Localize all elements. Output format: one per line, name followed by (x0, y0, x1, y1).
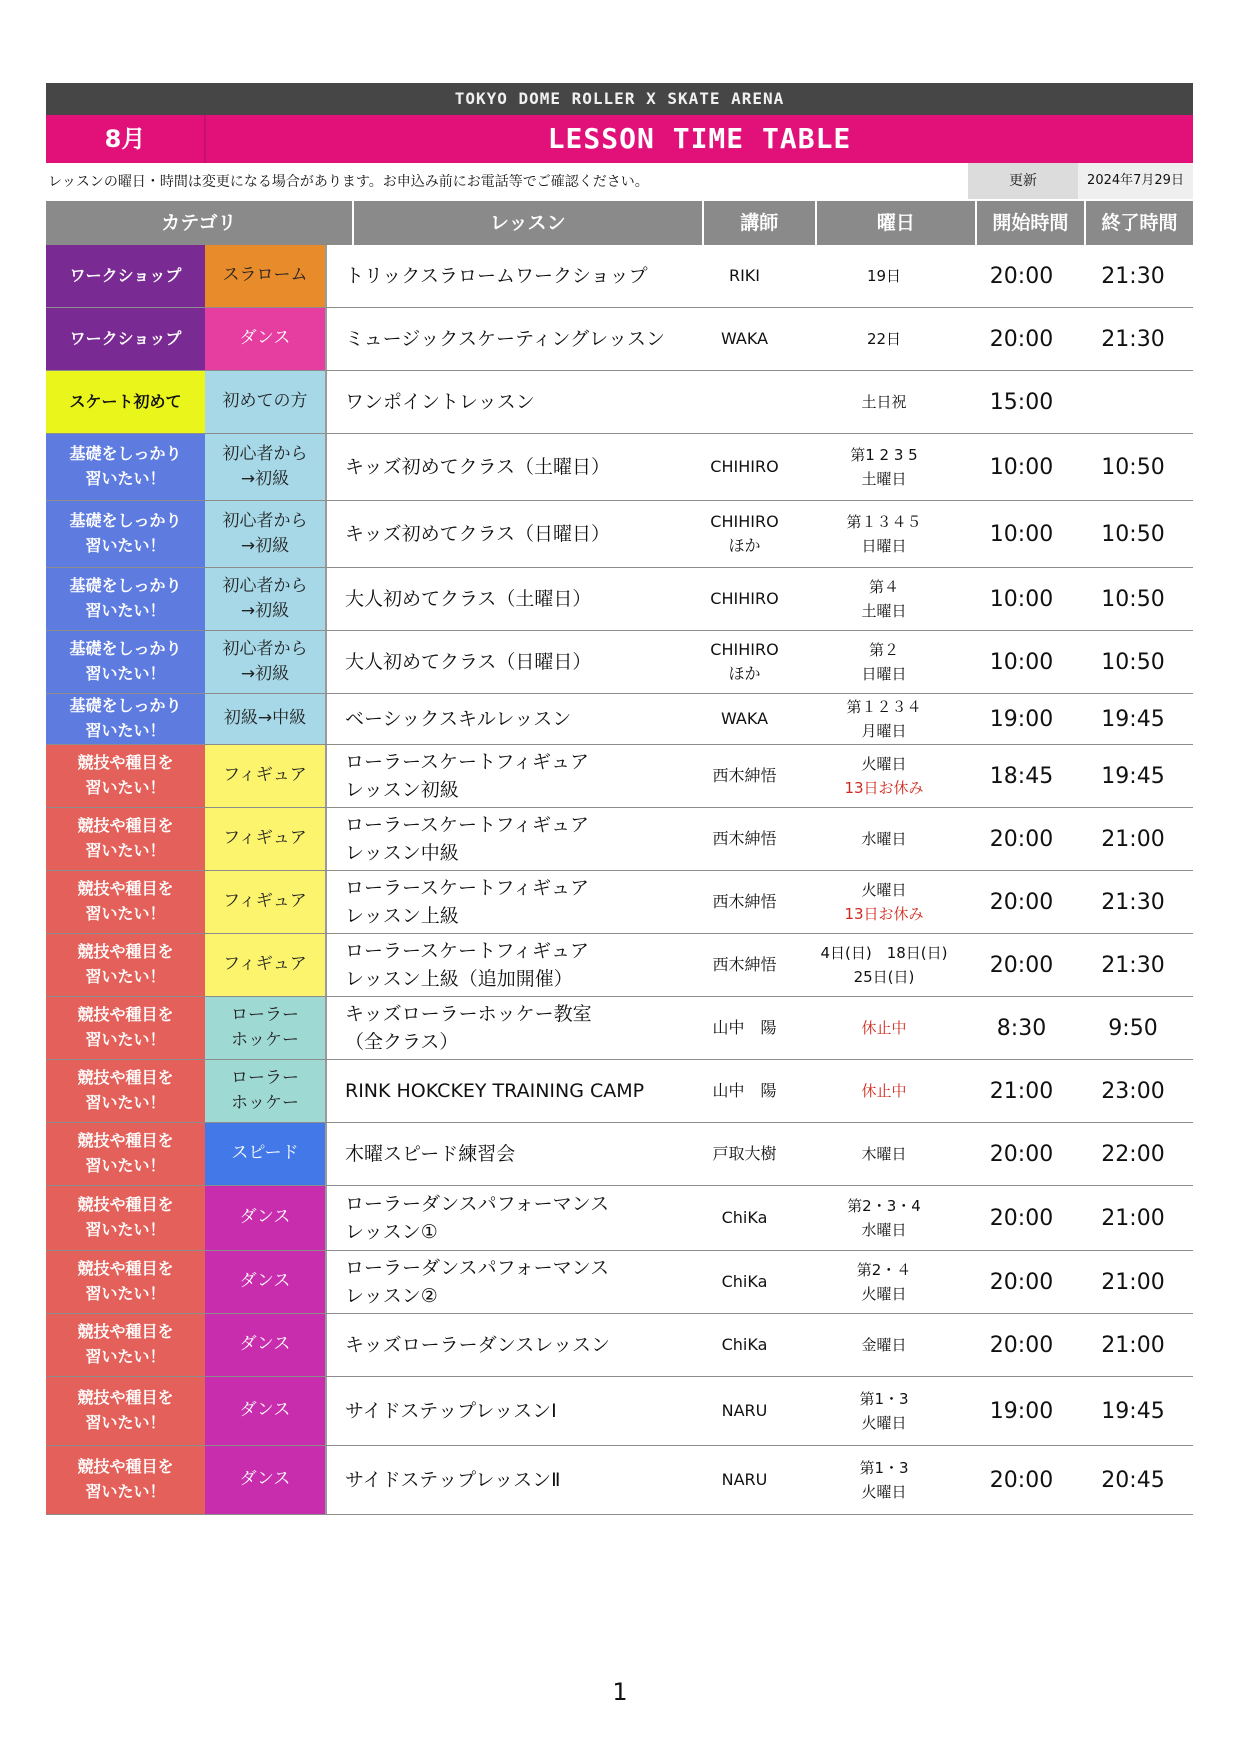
month-label: 8月 (46, 115, 206, 163)
category-sub-label: 初心者から →初級 (222, 575, 308, 621)
category-main (46, 434, 205, 500)
end-time: 20:45 (1101, 1467, 1165, 1493)
day-text: 第１２３４ 月曜日 (846, 698, 922, 740)
day-cell (802, 1186, 966, 1250)
instructor (687, 745, 802, 807)
table-row (46, 1251, 1193, 1314)
category-main (46, 1123, 205, 1185)
table-row (46, 694, 1193, 745)
category-sub (205, 1314, 325, 1376)
day-text: 第２ 日曜日 (861, 641, 907, 683)
lesson-name-label: ミュージックスケーティングレッスン (345, 327, 665, 350)
end-time: 21:30 (1101, 326, 1165, 352)
category-sub (205, 808, 325, 870)
category-main (46, 997, 205, 1059)
category-main-label: スケート初めて (69, 391, 182, 411)
day-cell (802, 501, 966, 567)
day-text: 土日祝 (861, 393, 907, 411)
instructor-label: CHIHIRO (710, 457, 779, 476)
page-number: 1 (612, 1678, 628, 1706)
instructor (687, 371, 802, 433)
start-time: 15:00 (989, 389, 1054, 415)
day-text: 第１３４５ 日曜日 (846, 513, 922, 555)
lesson-name (325, 1314, 687, 1376)
instructor (687, 1186, 802, 1250)
category-sub-label: フィギュア (223, 828, 307, 849)
category-sub (205, 871, 325, 933)
instructor (687, 1123, 802, 1185)
day-text: 4日(日) 18日(日) 25日(日) (820, 944, 948, 986)
brand-bar: TOKYO DOME ROLLER X SKATE ARENA (46, 83, 1193, 115)
instructor (687, 1314, 802, 1376)
category-sub-label: 初めての方 (222, 391, 308, 412)
update-date: 2024年7月29日 (1078, 163, 1193, 199)
category-main-label: 基礎をしっかり 習いたい！ (69, 444, 182, 488)
day-text: 第2・４ 火曜日 (856, 1261, 912, 1303)
category-sub (205, 308, 325, 370)
lesson-name (325, 745, 687, 807)
category-sub-label: ローラー ホッケー (231, 1067, 299, 1113)
instructor-label: CHIHIRO ほか (710, 512, 779, 555)
table-row (46, 745, 1193, 808)
lesson-name-label: 大人初めてクラス（日曜日） (345, 650, 592, 673)
table-row (46, 871, 1193, 934)
day-cell (802, 245, 966, 307)
lesson-name-label: ローラースケートフィギュア レッスン上級（追加開催） (345, 939, 589, 990)
category-main-label: 競技や種目を 習いたい！ (77, 1388, 174, 1432)
lesson-name (325, 871, 687, 933)
category-sub-label: ダンス (239, 1400, 291, 1421)
start-time: 20:00 (989, 1141, 1054, 1167)
instructor-label: RIKI (728, 266, 761, 285)
lesson-name (325, 568, 687, 630)
day-cell (802, 934, 966, 996)
category-sub (205, 694, 325, 744)
end-time: 10:50 (1101, 521, 1165, 547)
col-header-end: 終了時間 (1101, 212, 1178, 234)
table-row (46, 245, 1193, 308)
lesson-name (325, 1186, 687, 1250)
day-cell (802, 1251, 966, 1313)
day-text: 金曜日 (861, 1336, 907, 1354)
category-sub-label: ダンス (239, 1334, 291, 1355)
day-cell (802, 1446, 966, 1514)
start-time: 20:00 (989, 1205, 1054, 1231)
instructor-label: NARU (721, 1470, 768, 1489)
instructor-label: WAKA (720, 329, 769, 348)
category-main (46, 1060, 205, 1122)
category-sub (205, 631, 325, 693)
table-row (46, 808, 1193, 871)
update-label: 更新 (968, 163, 1078, 199)
lesson-name (325, 371, 687, 433)
start-time: 19:00 (989, 1398, 1054, 1424)
category-sub-label: スラローム (222, 265, 308, 286)
lesson-name-label: キッズローラーダンスレッスン (345, 1333, 611, 1356)
category-main-label: 基礎をしっかり 習いたい！ (69, 696, 182, 740)
category-main-label: 基礎をしっかり 習いたい！ (69, 511, 182, 555)
lesson-name-label: 木曜スピード練習会 (345, 1142, 516, 1165)
end-time: 21:00 (1101, 826, 1165, 852)
lesson-name-label: 大人初めてクラス（土曜日） (345, 587, 592, 610)
day-text: 第2・3・4 水曜日 (847, 1197, 921, 1239)
category-main-label: ワークショップ (69, 265, 182, 285)
end-time: 10:50 (1101, 649, 1165, 675)
category-main-label: 競技や種目を 習いたい！ (77, 753, 174, 797)
category-sub (205, 1251, 325, 1313)
category-main (46, 1446, 205, 1514)
category-main-label: 競技や種目を 習いたい！ (77, 879, 174, 923)
day-note: 13日お休み (844, 779, 924, 797)
category-main-label: 競技や種目を 習いたい！ (77, 1259, 174, 1303)
instructor-label: CHIHIRO (710, 589, 779, 608)
lesson-name (325, 434, 687, 500)
category-main (46, 1186, 205, 1250)
category-sub (205, 568, 325, 630)
category-main-label: 競技や種目を 習いたい！ (77, 1068, 174, 1112)
day-text: 第1・3 火曜日 (859, 1459, 909, 1501)
instructor (687, 308, 802, 370)
table-row (46, 1446, 1193, 1515)
lesson-name-label: サイドステップレッスンⅠ (345, 1399, 557, 1422)
col-header-category: カテゴリ (46, 201, 354, 245)
category-main (46, 808, 205, 870)
day-text: 火曜日 (861, 881, 907, 899)
lesson-name-label: RINK HOKCKEY TRAINING CAMP (345, 1079, 645, 1102)
end-time: 21:30 (1101, 263, 1165, 289)
category-sub-label: フィギュア (223, 954, 307, 975)
instructor-label: ChiKa (721, 1335, 768, 1354)
day-cell (802, 694, 966, 744)
start-time: 8:30 (996, 1015, 1047, 1041)
day-cell (802, 1377, 966, 1445)
instructor-label: NARU (721, 1401, 768, 1420)
table-row (46, 997, 1193, 1060)
day-cell (802, 371, 966, 433)
day-text: 火曜日 (861, 755, 907, 773)
end-time: 10:50 (1101, 586, 1165, 612)
instructor (687, 997, 802, 1059)
day-cell (802, 1060, 966, 1122)
day-text: 第1 2 3 5 土曜日 (850, 446, 918, 488)
instructor-label: ChiKa (721, 1272, 768, 1291)
category-main (46, 871, 205, 933)
day-note: 休止中 (861, 1082, 907, 1100)
table-header (46, 199, 1193, 245)
lesson-name (325, 308, 687, 370)
category-sub-label: ローラー ホッケー (231, 1004, 299, 1050)
lesson-name (325, 501, 687, 567)
day-text: 19日 (866, 267, 902, 285)
instructor-label: 山中 陽 (712, 1018, 777, 1037)
instructor-label: WAKA (720, 709, 769, 728)
day-cell (802, 871, 966, 933)
day-text: 第４ 土曜日 (861, 578, 907, 620)
instructor-label: 西木紳悟 (712, 892, 777, 911)
day-cell (802, 1123, 966, 1185)
category-main (46, 1314, 205, 1376)
day-cell (802, 745, 966, 807)
category-sub (205, 245, 325, 307)
start-time: 20:00 (989, 826, 1054, 852)
day-note: 休止中 (861, 1019, 907, 1037)
category-sub (205, 1060, 325, 1122)
category-sub-label: 初級→中級 (223, 708, 307, 729)
table-row (46, 1314, 1193, 1377)
lesson-name (325, 1060, 687, 1122)
start-time: 20:00 (989, 263, 1054, 289)
lesson-name (325, 1123, 687, 1185)
lesson-name (325, 245, 687, 307)
category-sub (205, 997, 325, 1059)
end-time: 21:00 (1101, 1332, 1165, 1358)
table-row (46, 371, 1193, 434)
table-row (46, 1377, 1193, 1446)
category-sub (205, 1446, 325, 1514)
category-sub-label: フィギュア (223, 891, 307, 912)
start-time: 19:00 (989, 706, 1054, 732)
table-row (46, 631, 1193, 694)
category-main-label: 競技や種目を 習いたい！ (77, 1322, 174, 1366)
start-time: 10:00 (989, 649, 1054, 675)
end-time: 19:45 (1101, 1398, 1165, 1424)
end-time: 19:45 (1101, 763, 1165, 789)
category-sub (205, 371, 325, 433)
instructor (687, 1446, 802, 1514)
start-time: 21:00 (989, 1078, 1054, 1104)
category-sub (205, 434, 325, 500)
instructor-label: CHIHIRO ほか (710, 640, 779, 683)
instructor (687, 871, 802, 933)
instructor (687, 934, 802, 996)
start-time: 20:00 (989, 1467, 1054, 1493)
category-sub (205, 1377, 325, 1445)
category-main-label: 競技や種目を 習いたい！ (77, 1005, 174, 1049)
category-sub (205, 934, 325, 996)
instructor-label: 西木紳悟 (712, 955, 777, 974)
day-cell (802, 308, 966, 370)
col-header-start: 開始時間 (977, 201, 1086, 245)
category-sub (205, 745, 325, 807)
lesson-name-label: ローラースケートフィギュア レッスン中級 (345, 813, 589, 864)
table-row (46, 568, 1193, 631)
category-main-label: 競技や種目を 習いたい！ (77, 1457, 174, 1501)
category-main (46, 934, 205, 996)
title-bar (46, 115, 1193, 163)
category-main-label: ワークショップ (69, 328, 182, 348)
day-cell (802, 631, 966, 693)
end-time (1077, 371, 1189, 433)
lesson-name (325, 997, 687, 1059)
start-time: 20:00 (989, 889, 1054, 915)
instructor-label: ChiKa (721, 1208, 768, 1227)
instructor (687, 1060, 802, 1122)
instructor (687, 1251, 802, 1313)
lesson-name (325, 934, 687, 996)
category-main (46, 501, 205, 567)
lesson-name (325, 1377, 687, 1445)
table-row (46, 434, 1193, 501)
lesson-name-label: ワンポイントレッスン (345, 390, 535, 413)
category-sub-label: ダンス (239, 1469, 291, 1490)
timetable-sheet (46, 83, 1193, 1515)
start-time: 10:00 (989, 521, 1054, 547)
day-text: 第1・3 火曜日 (859, 1390, 909, 1432)
instructor (687, 568, 802, 630)
table-row (46, 934, 1193, 997)
notice-bar (46, 163, 1193, 199)
category-main (46, 308, 205, 370)
lesson-name (325, 631, 687, 693)
instructor (687, 434, 802, 500)
notice-text: レッスンの曜日・時間は変更になる場合があります。お申込み前にお電話等でご確認ください。 (48, 174, 649, 190)
instructor (687, 1377, 802, 1445)
start-time: 20:00 (989, 952, 1054, 978)
lesson-name-label: ローラーダンスパフォーマンス レッスン② (345, 1256, 610, 1307)
start-time: 10:00 (989, 586, 1054, 612)
category-main-label: 競技や種目を 習いたい！ (77, 942, 174, 986)
category-sub (205, 1186, 325, 1250)
instructor (687, 631, 802, 693)
category-main-label: 競技や種目を 習いたい！ (77, 816, 174, 860)
lesson-name-label: ローラースケートフィギュア レッスン初級 (345, 750, 589, 801)
col-header-day: 曜日 (817, 201, 977, 245)
category-main-label: 基礎をしっかり 習いたい！ (69, 639, 182, 683)
lesson-name-label: ローラーダンスパフォーマンス レッスン① (345, 1192, 610, 1243)
instructor (687, 808, 802, 870)
instructor (687, 245, 802, 307)
day-note: 13日お休み (844, 905, 924, 923)
table-row (46, 1186, 1193, 1251)
start-time: 20:00 (989, 1269, 1054, 1295)
lesson-name-label: ベーシックスキルレッスン (345, 707, 572, 730)
category-sub-label: ダンス (239, 328, 291, 349)
end-time: 21:00 (1101, 1205, 1165, 1231)
start-time: 20:00 (989, 326, 1054, 352)
day-cell (802, 997, 966, 1059)
category-main (46, 371, 205, 433)
lesson-name (325, 694, 687, 744)
instructor-label: 西木紳悟 (712, 829, 777, 848)
category-sub-label: 初心者から →初級 (222, 638, 308, 684)
category-sub-label: 初心者から →初級 (222, 510, 308, 556)
day-text: 木曜日 (861, 1145, 907, 1163)
col-header-lesson: レッスン (354, 201, 704, 245)
day-text: 水曜日 (861, 830, 907, 848)
category-sub-label: ダンス (239, 1207, 291, 1228)
category-sub-label: スピード (231, 1143, 299, 1164)
end-time: 10:50 (1101, 454, 1165, 480)
day-cell (802, 1314, 966, 1376)
category-main (46, 631, 205, 693)
category-sub-label: ダンス (239, 1271, 291, 1292)
lesson-name (325, 808, 687, 870)
table-row (46, 308, 1193, 371)
table-row (46, 1123, 1193, 1186)
lesson-name (325, 1251, 687, 1313)
lesson-name (325, 1446, 687, 1514)
day-cell (802, 568, 966, 630)
category-sub-label: 初心者から →初級 (222, 443, 308, 489)
category-sub (205, 1123, 325, 1185)
table-row (46, 1060, 1193, 1123)
category-sub-label: フィギュア (223, 765, 307, 786)
category-main (46, 245, 205, 307)
category-main-label: 競技や種目を 習いたい！ (77, 1131, 174, 1175)
table-body (46, 245, 1193, 1515)
end-time: 21:30 (1101, 889, 1165, 915)
page-title: LESSON TIME TABLE (547, 122, 852, 155)
lesson-name-label: キッズ初めてクラス（土曜日） (345, 455, 611, 478)
day-cell (802, 434, 966, 500)
end-time: 22:00 (1101, 1141, 1165, 1167)
end-time: 23:00 (1101, 1078, 1165, 1104)
lesson-name-label: トリックスラロームワークショップ (345, 264, 648, 287)
lesson-name-label: キッズ初めてクラス（日曜日） (345, 522, 611, 545)
end-time: 19:45 (1101, 706, 1165, 732)
category-main (46, 1377, 205, 1445)
instructor-label: 山中 陽 (712, 1081, 777, 1100)
category-main (46, 694, 205, 744)
instructor (687, 694, 802, 744)
day-text: 22日 (866, 330, 902, 348)
lesson-name-label: サイドステップレッスンⅡ (345, 1468, 561, 1491)
category-main (46, 1251, 205, 1313)
start-time: 20:00 (989, 1332, 1054, 1358)
category-sub (205, 501, 325, 567)
end-time: 21:00 (1101, 1269, 1165, 1295)
lesson-name-label: キッズローラーホッケー教室 （全クラス） (345, 1002, 592, 1053)
table-row (46, 501, 1193, 568)
category-main (46, 745, 205, 807)
end-time: 9:50 (1108, 1015, 1158, 1041)
instructor-label: 戸取大樹 (712, 1144, 777, 1163)
category-main-label: 競技や種目を 習いたい！ (77, 1195, 174, 1239)
lesson-name-label: ローラースケートフィギュア レッスン上級 (345, 876, 589, 927)
start-time: 18:45 (989, 763, 1054, 789)
category-main-label: 基礎をしっかり 習いたい！ (69, 576, 182, 620)
col-header-instructor: 講師 (704, 201, 817, 245)
instructor (687, 501, 802, 567)
category-main (46, 568, 205, 630)
instructor-label: 西木紳悟 (712, 766, 777, 785)
day-cell (802, 808, 966, 870)
end-time: 21:30 (1101, 952, 1165, 978)
start-time: 10:00 (989, 454, 1054, 480)
